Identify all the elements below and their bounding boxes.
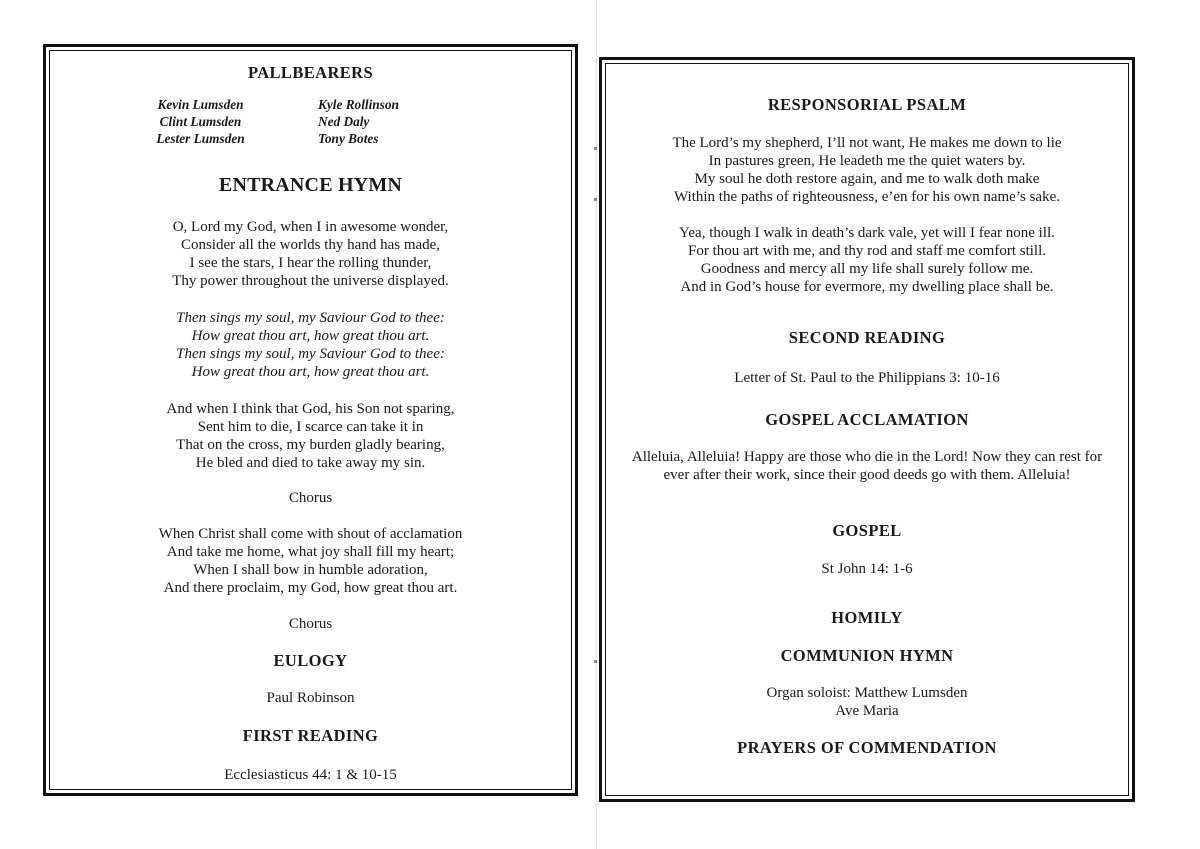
hymn-verse-1: [46, 218, 575, 290]
fold-mark: [594, 660, 597, 663]
hymn-line: O, Lord my God, when I in awesome wonder,: [172, 219, 449, 235]
left-page-frame: [43, 44, 578, 796]
right-page-content: [602, 60, 1132, 799]
chorus-line: Then sings my soul, my Saviour God to thee:: [176, 310, 445, 326]
communion-line: Organ soloist: Matthew Lumsden: [766, 685, 968, 701]
chorus-label: Chorus: [288, 616, 333, 632]
hymn-line: He bled and died to take away my sin.: [195, 455, 426, 471]
psalm-line: And in God’s house for evermore, my dwelling place shall be.: [680, 279, 1054, 295]
hymn-line: When I shall bow in humble adoration,: [193, 562, 428, 578]
hymn-line: Sent him to die, I scarce can take it in: [197, 419, 424, 435]
psalm-stanza-1: [602, 134, 1132, 206]
hymn-line: That on the cross, my burden gladly bearing,: [176, 437, 445, 453]
hymn-line: Thy power throughout the universe displayed.: [172, 273, 449, 289]
hymn-line: And when I think that God, his Son not sparing,: [166, 401, 455, 417]
chorus-label: Chorus: [288, 490, 333, 506]
gospel-acclamation-text: [602, 448, 1132, 484]
communion-line: Ave Maria: [835, 703, 899, 719]
chorus-line: Then sings my soul, my Saviour God to thee:: [176, 346, 445, 362]
psalm-line: Goodness and mercy all my life shall surely follow me.: [700, 261, 1034, 277]
pallbearers-left-column: [138, 96, 263, 147]
psalm-line: For thou art with me, and thy rod and staff me comfort still.: [688, 243, 1046, 259]
second-reading-reference: Letter of St. Paul to the Philippians 3: 10-16: [734, 370, 1000, 386]
communion-details: [602, 684, 1132, 720]
fold-mark: [594, 198, 597, 201]
hymn-verse-2: [46, 400, 575, 472]
pallbearer-name: Lester Lumsden: [156, 131, 245, 146]
gospel-reference: St John 14: 1-6: [821, 561, 913, 577]
psalm-line: My soul he doth restore again, and me to walk doth make: [694, 171, 1040, 187]
pallbearers-heading: PALLBEARERS: [247, 63, 374, 82]
fold-mark: [594, 147, 597, 150]
pallbearer-name: Kevin Lumsden: [157, 97, 244, 112]
psalm-line: Within the paths of righteousness, e’en for his own name’s sake.: [674, 189, 1060, 205]
pallbearer-name: Ned Daly: [318, 114, 370, 129]
psalm-line: In pastures green, He leadeth me the quiet waters by.: [708, 153, 1026, 169]
hymn-line: Consider all the worlds thy hand has made,: [180, 237, 441, 253]
pallbearer-name: Tony Botes: [318, 131, 379, 146]
second-reading-heading: SECOND READING: [788, 328, 946, 347]
communion-hymn-heading: COMMUNION HYMN: [780, 646, 954, 665]
pallbearer-name: Kyle Rollinson: [318, 97, 399, 112]
chorus-line: How great thou art, how great thou art.: [191, 328, 430, 344]
eulogy-heading: EULOGY: [273, 651, 348, 670]
first-reading-reference: Ecclesiasticus 44: 1 & 10-15: [224, 767, 397, 783]
psalm-stanza-2: [602, 224, 1132, 296]
entrance-hymn-heading: ENTRANCE HYMN: [218, 174, 403, 196]
eulogy-speaker: Paul Robinson: [266, 690, 355, 706]
prayers-of-commendation-heading: PRAYERS OF COMMENDATION: [737, 738, 997, 757]
psalm-line: The Lord’s my shepherd, I’ll not want, He makes me down to lie: [672, 135, 1062, 151]
pallbearer-name: Clint Lumsden: [159, 114, 242, 129]
pallbearers-right-column: [318, 96, 438, 147]
chorus-line: How great thou art, how great thou art.: [191, 364, 430, 380]
left-page-content: [46, 47, 575, 793]
homily-heading: HOMILY: [831, 608, 903, 627]
acclamation-line: ever after their work, since their good deeds go with them. Alleluia!: [663, 467, 1071, 483]
hymn-line: When Christ shall come with shout of acclamation: [158, 526, 463, 542]
page-fold-line: [596, 0, 597, 849]
acclamation-line: Alleluia, Alleluia! Happy are those who die in the Lord! Now they can rest for: [631, 449, 1103, 465]
gospel-heading: GOSPEL: [832, 521, 902, 540]
first-reading-heading: FIRST READING: [242, 726, 379, 745]
responsorial-psalm-heading: RESPONSORIAL PSALM: [767, 95, 967, 114]
psalm-line: Yea, though I walk in death’s dark vale, yet will I fear none ill.: [679, 225, 1055, 241]
hymn-line: And there proclaim, my God, how great thou art.: [163, 580, 458, 596]
right-page-frame: [599, 57, 1135, 802]
hymn-line: I see the stars, I hear the rolling thunder,: [189, 255, 432, 271]
gospel-acclamation-heading: GOSPEL ACCLAMATION: [765, 410, 969, 429]
hymn-chorus: [46, 309, 575, 381]
hymn-line: And take me home, what joy shall fill my heart;: [166, 544, 455, 560]
hymn-verse-3: [46, 525, 575, 597]
